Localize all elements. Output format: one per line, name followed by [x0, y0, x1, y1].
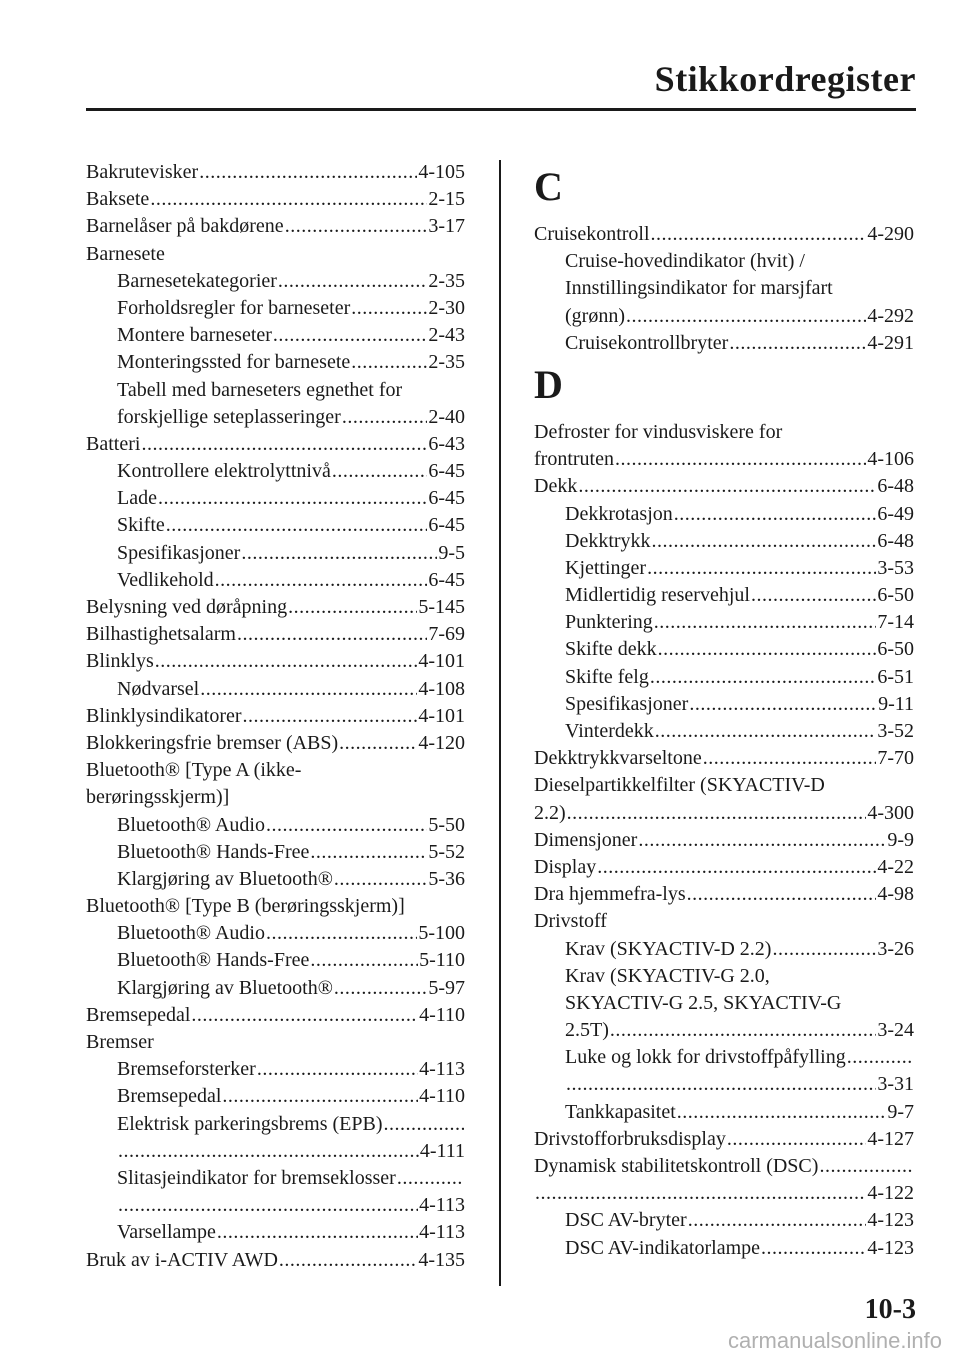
dot-leader	[819, 1153, 913, 1180]
page-reference: 9-5	[438, 541, 465, 564]
index-subentry	[86, 812, 465, 839]
entry-label: Blinklysindikatorer	[86, 704, 242, 727]
index-subentry	[534, 528, 914, 555]
page-reference: 4-113	[419, 1194, 465, 1217]
page-reference: 4-300	[867, 801, 914, 824]
dot-leader	[141, 431, 427, 458]
page-reference: 4-135	[418, 1248, 465, 1271]
page-reference: 6-45	[428, 568, 465, 591]
entry-label: Klargjøring av Bluetooth®	[117, 867, 333, 890]
dot-leader	[626, 303, 866, 330]
section-letter: C	[534, 164, 563, 209]
dot-leader	[118, 1192, 418, 1219]
entry-label: Monteringssted for barnesete	[117, 351, 351, 374]
entry-label: Baksete	[86, 188, 150, 211]
entry-label: frontruten	[534, 448, 614, 471]
entry-label: Elektrisk parkeringsbrems (EPB)	[117, 1112, 383, 1135]
header-rule	[86, 108, 916, 111]
dot-leader	[535, 1180, 866, 1207]
dot-leader	[751, 582, 876, 609]
dot-leader	[703, 745, 877, 772]
index-subentry	[86, 322, 465, 349]
dot-leader	[158, 485, 427, 512]
index-subentry	[534, 555, 914, 582]
index-column-left	[86, 159, 465, 1274]
page-reference: 3-31	[877, 1073, 914, 1096]
page-number: 10-3	[864, 1294, 916, 1325]
page-reference: 4-123	[867, 1209, 914, 1232]
index-subentry	[534, 609, 914, 636]
dot-leader	[688, 1207, 867, 1234]
index-subentry-text: Krav (SKYACTIV-G 2.0,	[565, 964, 770, 987]
dot-leader	[397, 1165, 464, 1192]
page-reference: 4-290	[867, 223, 914, 245]
index-entry	[86, 648, 465, 675]
dot-leader	[243, 703, 418, 730]
index-entry-text: berøringsskjerm)]	[86, 786, 230, 809]
dot-leader	[118, 1138, 419, 1165]
index-entry	[86, 159, 465, 186]
dot-leader	[257, 1056, 418, 1083]
page-reference: 6-45	[428, 460, 465, 483]
index-entry	[534, 800, 914, 827]
dot-leader	[285, 213, 428, 240]
entry-label: Bakrutevisker	[86, 161, 199, 183]
index-entry	[86, 621, 465, 648]
entry-label: Klargjøring av Bluetooth®	[117, 976, 333, 999]
dot-leader	[351, 295, 427, 322]
dot-leader	[655, 718, 877, 745]
index-subentry	[86, 866, 465, 893]
entry-label: 2.5T)	[565, 1019, 609, 1042]
page-reference: 2-35	[428, 351, 465, 374]
page-reference: 4-22	[877, 855, 914, 878]
entry-label: Drivstofforbruksdisplay	[534, 1127, 726, 1150]
index-subentry	[534, 1099, 914, 1126]
entry-label: Montere barneseter	[117, 324, 272, 347]
index-entry	[534, 221, 914, 248]
dot-leader	[351, 349, 427, 376]
dot-leader	[310, 947, 418, 974]
dot-leader	[638, 827, 886, 854]
index-subentry-text: Cruise-hovedindikator (hvit) /	[565, 250, 805, 273]
index-entry-text: Dieselpartikkelfilter (SKYACTIV-D	[534, 774, 825, 797]
entry-label: Batteri	[86, 432, 141, 455]
dot-leader	[772, 936, 876, 963]
index-entry	[86, 431, 465, 458]
dot-leader	[578, 473, 876, 500]
page-reference: 3-52	[877, 720, 914, 742]
entry-label: Tankkapasitet	[565, 1100, 676, 1123]
entry-label: Bluetooth® Hands-Free	[117, 949, 310, 972]
entry-label: Midlertidig reservehjul	[565, 584, 750, 607]
entry-label: Punktering	[565, 611, 653, 634]
page-reference: 6-45	[428, 514, 465, 537]
dot-leader	[279, 1247, 417, 1274]
page-reference: 4-113	[419, 1058, 465, 1081]
dot-leader	[650, 664, 876, 691]
dot-leader	[288, 594, 417, 621]
entry-label: Bremseforsterker	[117, 1058, 256, 1081]
index-entry	[534, 1126, 914, 1153]
index-subentry	[86, 920, 465, 947]
page-reference: 4-101	[418, 704, 465, 727]
index-subentry	[534, 582, 914, 609]
entry-label: Nødvarsel	[117, 677, 200, 700]
index-subentry	[534, 501, 914, 528]
index-subentry-text: Innstillingsindikator for marsjfart	[565, 277, 833, 300]
page-title: Stikkordregister	[654, 59, 916, 99]
page-reference: 7-14	[877, 611, 914, 634]
dot-leader	[334, 866, 427, 893]
index-entry	[86, 594, 465, 621]
dot-leader	[384, 1111, 465, 1138]
dot-leader	[191, 1002, 418, 1029]
index-entry	[534, 446, 914, 473]
entry-label: Skifte felg	[565, 665, 649, 688]
index-entry	[534, 1180, 914, 1207]
page-reference: 4-292	[867, 304, 914, 327]
index-subentry	[534, 718, 914, 745]
index-entry-text: Barnesete	[86, 242, 165, 265]
index-subentry	[534, 664, 914, 691]
dot-leader	[200, 676, 417, 703]
index-subentry	[86, 1056, 465, 1083]
page-reference: 4-113	[419, 1221, 465, 1244]
entry-label: forskjellige seteplasseringer	[117, 405, 341, 428]
page-reference: 4-127	[867, 1127, 914, 1150]
index-subentry	[86, 1111, 465, 1138]
entry-label: Bilhastighetsalarm	[86, 623, 236, 646]
entry-label: Barnelåser på bakdørene	[86, 215, 284, 238]
entry-label: Belysning ved døråpning	[86, 596, 288, 618]
dot-leader	[339, 730, 417, 757]
dot-leader	[237, 621, 427, 648]
page-reference: 2-40	[428, 405, 465, 428]
entry-label: Blinklys	[86, 650, 154, 673]
page-reference: 6-48	[877, 529, 914, 552]
entry-label: Kontrollere elektrolyttnivå	[117, 460, 331, 483]
entry-label: Varsellampe	[117, 1221, 216, 1244]
page-reference: 6-51	[877, 665, 914, 688]
dot-leader	[761, 1235, 866, 1262]
dot-leader	[647, 555, 876, 582]
page-reference: 7-69	[428, 623, 465, 646]
index-subentry	[534, 936, 914, 963]
page-reference: 6-43	[428, 432, 465, 455]
dot-leader	[222, 1083, 418, 1110]
dot-leader	[727, 1126, 866, 1153]
index-entry	[534, 473, 914, 500]
page-reference: 4-106	[867, 448, 914, 471]
page-reference: 4-98	[877, 883, 914, 906]
index-entry-text: Drivstoff	[534, 910, 607, 933]
page-reference: 5-36	[428, 867, 465, 890]
entry-label: Lade	[117, 487, 157, 510]
index-entry	[86, 1002, 465, 1029]
page-reference: 4-110	[419, 1003, 465, 1026]
entry-label: Display	[534, 855, 597, 878]
page-reference: 2-30	[428, 296, 465, 319]
dot-leader	[687, 881, 877, 908]
dot-leader	[674, 501, 877, 528]
index-subentry	[86, 404, 465, 431]
index-subentry	[86, 458, 465, 485]
page-reference: 2-35	[428, 269, 465, 292]
page-reference: 4-110	[419, 1085, 465, 1108]
page-reference: 4-101	[418, 650, 465, 673]
index-subentry	[86, 1138, 465, 1165]
index-entry-text: Bremser	[86, 1031, 154, 1053]
page-reference: 4-108	[418, 677, 465, 700]
page-reference: 3-17	[428, 215, 465, 238]
index-entry	[86, 703, 465, 730]
dot-leader	[334, 975, 427, 1002]
page-reference: 5-52	[428, 840, 465, 863]
entry-label: Vinterdekk	[565, 720, 654, 742]
entry-label: Bruk av i-ACTIV AWD	[86, 1248, 278, 1271]
section-letter: D	[534, 361, 563, 407]
index-entry	[86, 730, 465, 757]
dot-leader	[217, 1219, 418, 1246]
entry-label: Bluetooth® Hands-Free	[117, 840, 310, 863]
page-reference: 6-45	[428, 487, 465, 510]
page-reference: 5-110	[419, 949, 465, 972]
page-reference: 9-7	[887, 1100, 914, 1123]
entry-label: Bremsepedal	[117, 1085, 222, 1108]
dot-leader	[615, 446, 866, 473]
index-subentry	[534, 1207, 914, 1234]
entry-label: Skifte	[117, 514, 165, 537]
watermark: carmanualsonline.info	[727, 1328, 942, 1353]
dot-leader	[847, 1044, 913, 1071]
index-subentry	[86, 1192, 465, 1219]
dot-leader	[567, 800, 867, 827]
index-subentry	[534, 1071, 914, 1098]
index-entry	[534, 1153, 914, 1180]
entry-label: Krav (SKYACTIV-D 2.2)	[565, 937, 772, 960]
dot-leader	[266, 920, 417, 947]
index-subentry	[86, 676, 465, 703]
index-subentry	[86, 1165, 465, 1192]
page-reference: 6-50	[877, 638, 914, 661]
dot-leader	[332, 458, 428, 485]
dot-leader	[652, 528, 877, 555]
entry-label: Dekkrotasjon	[565, 502, 673, 525]
page-reference: 5-145	[418, 596, 465, 618]
index-subentry	[86, 1083, 465, 1110]
entry-label: Slitasjeindikator for bremseklosser	[117, 1166, 396, 1189]
column-divider	[499, 160, 501, 1286]
entry-label: DSC AV-bryter	[565, 1209, 687, 1232]
index-subentry	[534, 303, 914, 330]
page-reference: 2-15	[428, 188, 465, 211]
index-subentry	[534, 1017, 914, 1044]
page-reference: 3-24	[877, 1019, 914, 1042]
dot-leader	[166, 512, 428, 539]
entry-label: Barnesetekategorier	[117, 269, 277, 292]
entry-label: Dekk	[534, 475, 578, 498]
index-entry-text: Bluetooth® [Type B (berøringsskjerm)]	[86, 895, 405, 918]
index-subentry	[86, 975, 465, 1002]
index-subentry	[86, 485, 465, 512]
page-reference: 6-50	[877, 584, 914, 607]
index-subentry-text: SKYACTIV-G 2.5, SKYACTIV-G	[565, 991, 842, 1014]
dot-leader	[654, 609, 877, 636]
index-entry	[534, 745, 914, 772]
dot-leader	[677, 1099, 887, 1126]
index-subentry	[86, 512, 465, 539]
entry-label: Bremsepedal	[86, 1003, 191, 1026]
page-reference: 6-48	[877, 475, 914, 498]
entry-label: Dimensjoner	[534, 828, 638, 851]
index-entry	[86, 186, 465, 213]
page-reference: 2-43	[428, 324, 465, 347]
page-reference: 9-9	[887, 828, 914, 851]
page-reference: 6-49	[877, 502, 914, 525]
index-entry-text: Defroster for vindusviskere for	[534, 420, 783, 443]
entry-label: (grønn)	[565, 304, 625, 327]
entry-label: Luke og lokk for drivstoffpåfylling	[565, 1046, 846, 1069]
dot-leader	[241, 540, 437, 567]
dot-leader	[651, 221, 867, 248]
index-entry-text: Bluetooth® [Type A (ikke-	[86, 759, 302, 782]
page-reference: 9-11	[878, 692, 914, 715]
dot-leader	[199, 159, 417, 186]
dot-leader	[342, 404, 428, 431]
page-reference: 4-111	[419, 1139, 465, 1162]
index-entry	[534, 827, 914, 854]
index-subentry	[86, 567, 465, 594]
dot-leader	[273, 322, 427, 349]
page-reference: 3-53	[877, 556, 914, 579]
index-column-right	[534, 159, 914, 1262]
dot-leader	[266, 812, 427, 839]
index-subentry	[534, 691, 914, 718]
entry-label: DSC AV-indikatorlampe	[565, 1236, 761, 1259]
index-subentry	[534, 1044, 914, 1071]
entry-label: Dekktrykkvarseltone	[534, 747, 702, 770]
page-reference: 7-70	[877, 747, 914, 770]
entry-label: Blokkeringsfrie bremser (ABS)	[86, 731, 339, 754]
entry-label: Bluetooth® Audio	[117, 813, 265, 836]
index-subentry	[534, 330, 914, 357]
page-reference: 4-123	[867, 1236, 914, 1259]
page-reference: 4-291	[867, 331, 914, 354]
page-reference: 4-105	[418, 161, 465, 183]
dot-leader	[658, 636, 877, 663]
entry-label: Bluetooth® Audio	[117, 922, 265, 945]
index-subentry	[534, 1235, 914, 1262]
entry-label: Dra hjemmefra-lys	[534, 883, 686, 906]
dot-leader	[689, 691, 877, 718]
page-reference: 5-97	[428, 976, 465, 999]
entry-label: Vedlikehold	[117, 568, 214, 591]
dot-leader	[215, 567, 428, 594]
entry-label: Dekktrykk	[565, 529, 651, 552]
dot-leader	[610, 1017, 876, 1044]
page-reference: 4-122	[867, 1182, 914, 1205]
index-entry	[86, 1247, 465, 1274]
index-subentry	[86, 947, 465, 974]
index-subentry	[86, 295, 465, 322]
index-subentry	[86, 349, 465, 376]
page-reference: 5-100	[418, 922, 465, 945]
index-subentry	[534, 636, 914, 663]
entry-label: Cruisekontroll	[534, 223, 650, 245]
dot-leader	[278, 268, 427, 295]
entry-label: 2.2)	[534, 801, 566, 824]
dot-leader	[729, 330, 866, 357]
page-reference: 5-50	[428, 813, 465, 836]
index-subentry	[86, 268, 465, 295]
index-subentry	[86, 540, 465, 567]
dot-leader	[310, 839, 427, 866]
entry-label: Kjettinger	[565, 556, 647, 579]
entry-label: Cruisekontrollbryter	[565, 331, 729, 354]
dot-leader	[155, 648, 418, 675]
index-entry	[534, 854, 914, 881]
dot-leader	[150, 186, 427, 213]
dot-leader	[597, 854, 876, 881]
page-reference: 4-120	[418, 731, 465, 754]
index-entry	[534, 881, 914, 908]
dot-leader	[566, 1071, 876, 1098]
index-subentry	[86, 839, 465, 866]
index-subentry	[86, 1219, 465, 1246]
entry-label: Forholdsregler for barneseter	[117, 296, 351, 319]
entry-label: Dynamisk stabilitetskontroll (DSC)	[534, 1155, 819, 1177]
entry-label: Skifte dekk	[565, 638, 657, 661]
index-subentry-text: Tabell med barneseters egnethet for	[117, 378, 403, 401]
page-reference: 3-26	[877, 937, 914, 960]
entry-label: Spesifikasjoner	[117, 541, 241, 564]
index-entry	[86, 213, 465, 240]
entry-label: Spesifikasjoner	[565, 692, 689, 715]
